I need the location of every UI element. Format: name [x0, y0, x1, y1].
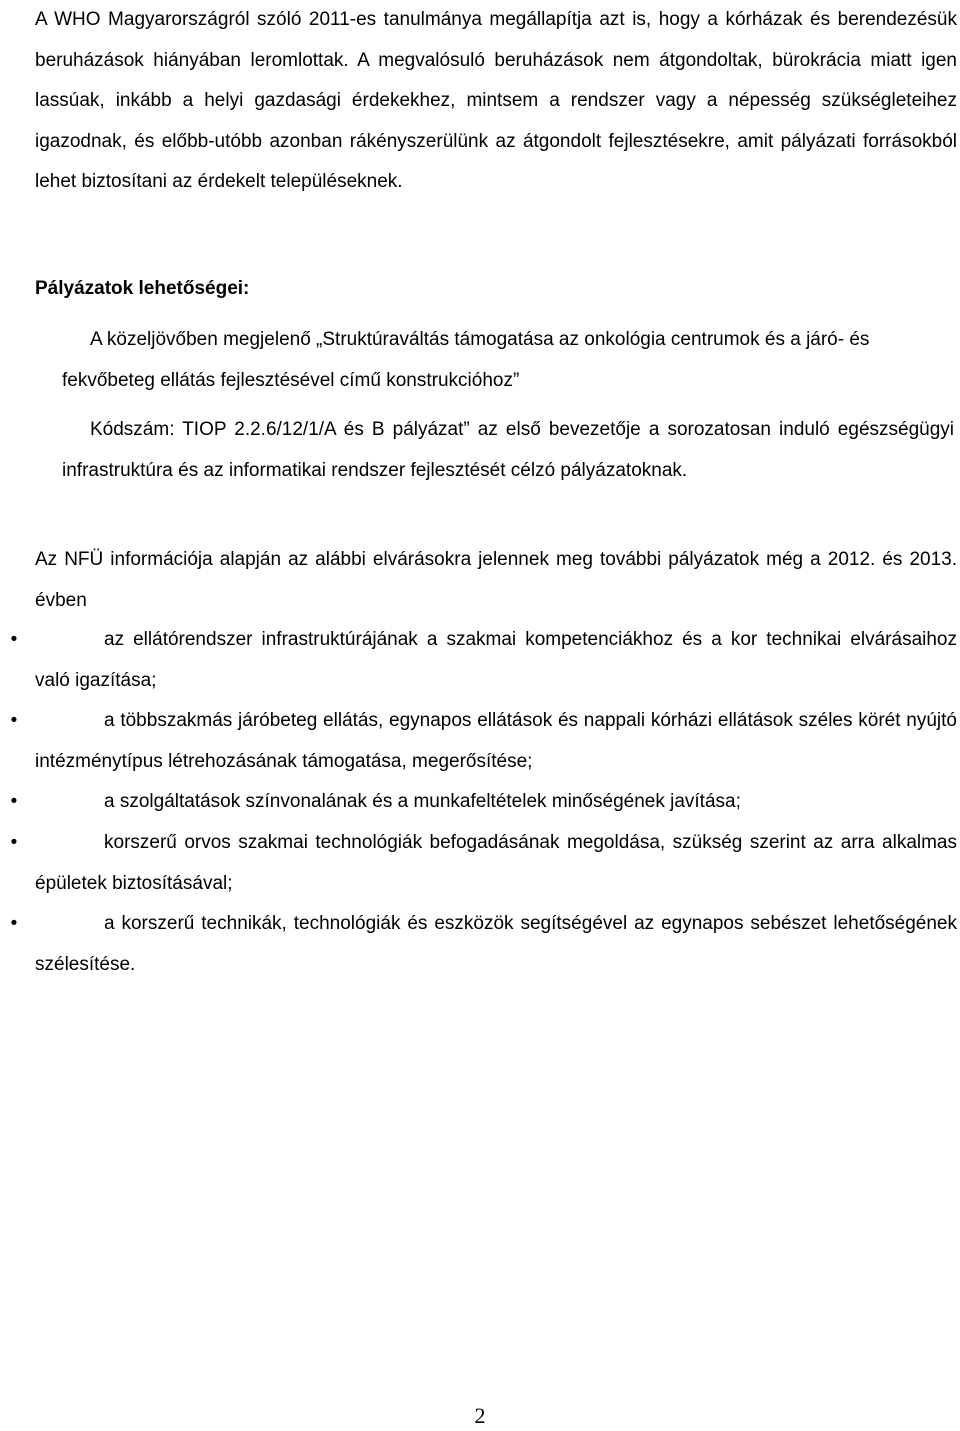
- bullet-text: a szolgáltatások színvonalának és a munkafeltételek minőségének javítása;: [104, 791, 741, 812]
- nfu-paragraph: Az NFÜ információja alapján az alábbi elvárásokra jelennek meg további pályázatok még a 2012. és 2013. évben: [35, 549, 957, 611]
- bullet-text: a korszerű technikák, technológiák és eszközök segítségével az egynapos sebészet lehetőségének szélesítése.: [35, 913, 957, 975]
- section-heading: Pályázatok lehetőségei:: [35, 278, 250, 299]
- bullet-item: [10, 620, 957, 701]
- programme-description-text: A közeljövőben megjelenő „Struktúraváltás támogatása az onkológia centrumok és a járó- és fekvőbeteg ellátás fejlesztésével című konstrukcióhoz”: [62, 329, 870, 391]
- bullet-icon: •: [10, 832, 18, 853]
- bullet-icon: •: [10, 629, 18, 650]
- bullet-icon: •: [10, 710, 18, 731]
- bullet-icon: •: [10, 913, 18, 934]
- page-number: 2: [474, 1403, 486, 1428]
- bullet-item: [10, 782, 957, 823]
- bullet-item: [10, 823, 957, 904]
- bullet-text: korszerű orvos szakmai technológiák befogadásának megoldása, szükség szerint az arra alkalmas épületek biztosításával;: [35, 832, 957, 894]
- bullet-item: [10, 701, 957, 782]
- programme-code-text: Kódszám: TIOP 2.2.6/12/1/A és B pályázat” az első bevezetője a sorozatosan induló egészségügyi infrastruktúra és az informatikai rendszer fejlesztését célzó pályázatoknak.: [62, 419, 954, 481]
- bullet-item: [10, 904, 957, 985]
- bullet-icon: •: [10, 791, 18, 812]
- bullet-text: a többszakmás járóbeteg ellátás, egynapos ellátások és nappali kórházi ellátások széles körét nyújtó intézménytípus létrehozásának támogatása, megerősítése;: [35, 710, 957, 772]
- bullet-text: az ellátórendszer infrastruktúrájának a szakmai kompetenciákhoz és a kor technikai elvárásaihoz való igazítása;: [35, 629, 957, 691]
- intro-paragraph: A WHO Magyarországról szóló 2011-es tanulmánya megállapítja azt is, hogy a kórházak és berendezésük beruházások hiányában leromlottak. A megvalósuló beruházások nem átgondoltak, bürokrácia miatt igen lassúak, inkább a helyi gazdasági érdekekhez, mintsem a rendszer vagy a népesség szükségleteihez igazodnak, és előbb-utóbb azonban rákényszerülünk az átgondolt fejlesztésekre, amit pályázati forrásokból lehet biztosítani az érdekelt településeknek.: [35, 9, 957, 192]
- programme-code-paragraph: [62, 410, 954, 491]
- programme-description: [62, 320, 954, 401]
